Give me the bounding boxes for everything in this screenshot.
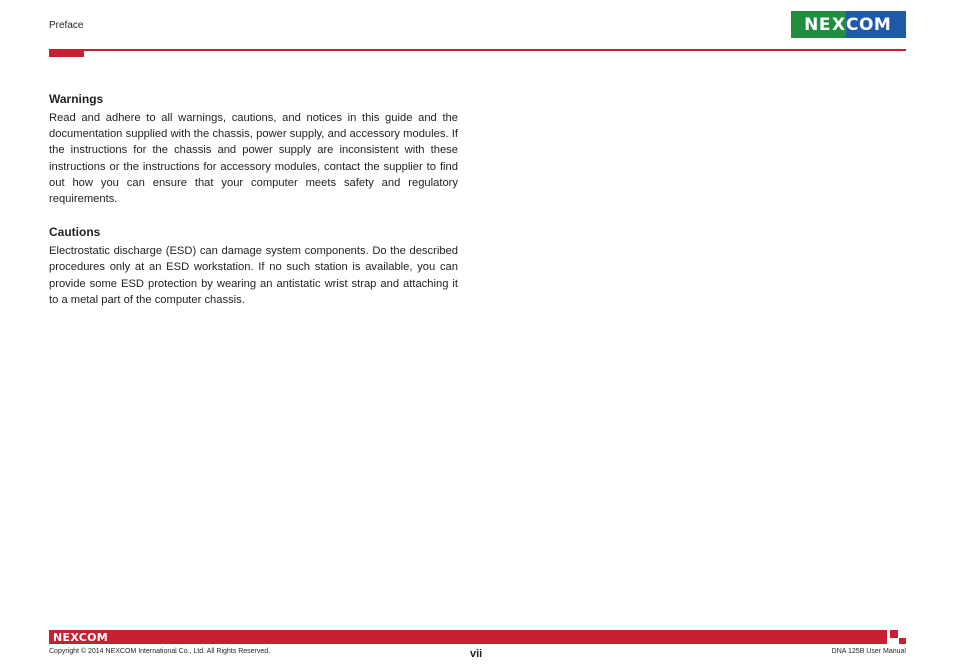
header-section-label: Preface (49, 20, 84, 31)
footer-manual-name: DNA 125B User Manual (831, 648, 906, 655)
warnings-section (49, 92, 458, 207)
nexcom-logo (791, 11, 906, 38)
warnings-text: Read and adhere to all warnings, cautions, and notices in this guide and the documentation supplied with the chassis, power supply, and accessory modules. If the instructions for the chassis and power supply are inconsistent with these instructions or the instructions for accessory modules, contact the supplier to find out how you can ensure that your computer meets safety and regulatory requirements. (49, 112, 458, 206)
logo-text-com: COM (846, 11, 906, 38)
page-number: vii (470, 648, 483, 660)
cautions-text: Electrostatic discharge (ESD) can damage system components. Do the described procedures only at an ESD workstation. If no such station is available, you can provide some ESD protection by wearing an antistatic wrist strap and attaching it to a metal part of the computer chassis. (49, 245, 458, 306)
warnings-heading: Warnings (49, 92, 104, 106)
header-tab-accent (49, 49, 84, 57)
footer-bar (49, 630, 887, 644)
footer-nexcom-logo: NEXCOM (53, 631, 108, 644)
main-content (49, 92, 458, 326)
cautions-section (49, 225, 458, 308)
footer-copyright: Copyright © 2014 NEXCOM International Co., Ltd. All Rights Reserved. (49, 648, 271, 655)
logo-text-ne: NE (804, 14, 831, 35)
header-divider (49, 49, 906, 51)
cautions-heading: Cautions (49, 225, 101, 240)
footer-decor-square-1 (890, 630, 898, 638)
footer-decor-square-2 (899, 638, 906, 644)
logo-text-x: X (831, 14, 846, 35)
footer-decor-square-3 (890, 639, 896, 644)
